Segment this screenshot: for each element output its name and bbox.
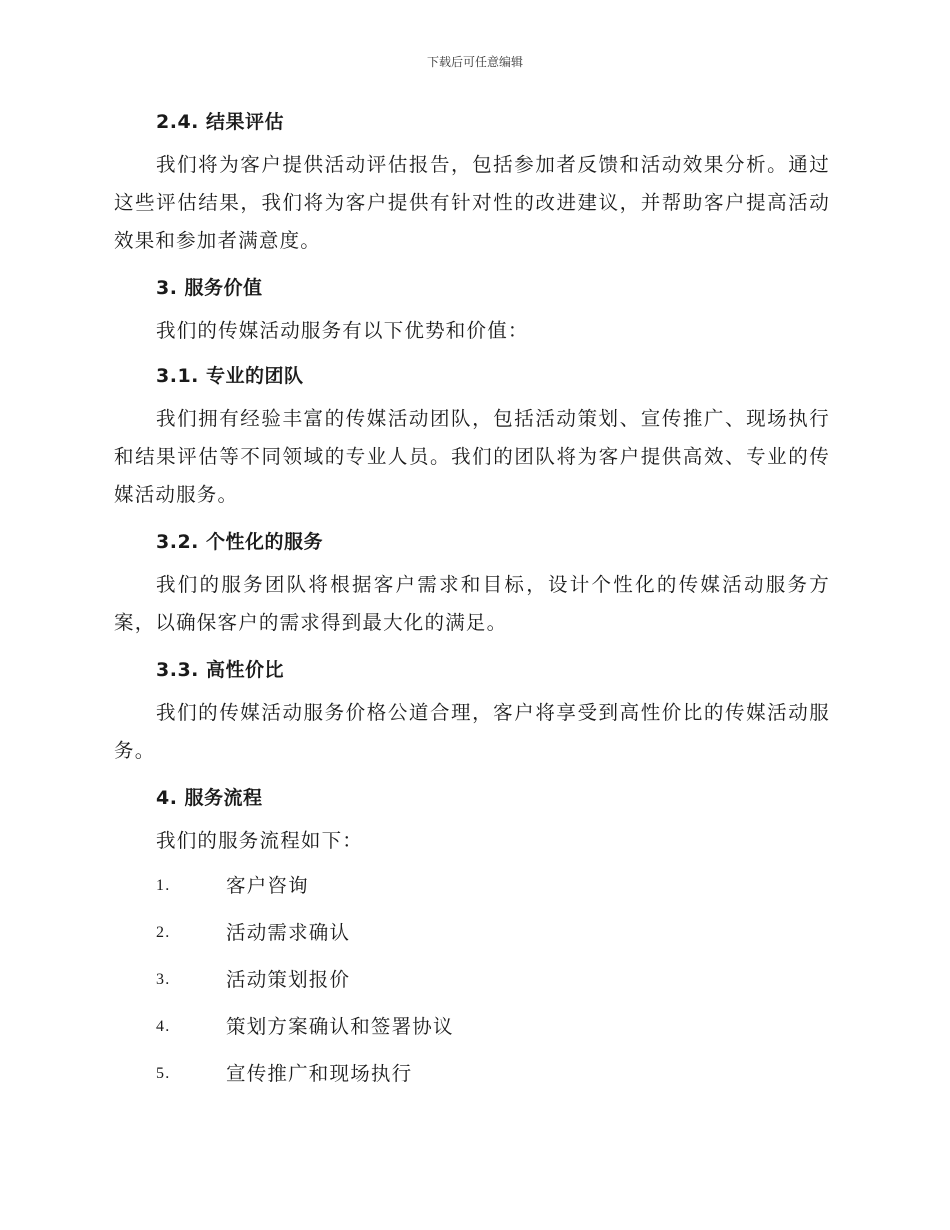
- step-number: 3.: [156, 971, 171, 988]
- paragraph-service-process: 我们的服务流程如下：: [156, 829, 364, 852]
- section-heading-service-value: 3. 服务价值: [156, 277, 263, 299]
- list-item: [114, 868, 830, 915]
- paragraph-professional-team: 我们拥有经验丰富的传媒活动团队，包括活动策划、宣传推广、现场执行和结果评估等不同领域的专业人员。我们的团队将为客户提供高效、专业的传媒活动服务。: [114, 407, 830, 506]
- step-number: 1.: [156, 877, 171, 894]
- paragraph-results-evaluation: 我们将为客户提供活动评估报告，包括参加者反馈和活动效果分析。通过这些评估结果，我们将为客户提供有针对性的改进建议，并帮助客户提高活动效果和参加者满意度。: [114, 153, 830, 252]
- step-text: 活动需求确认: [226, 921, 351, 944]
- step-number: 5.: [156, 1065, 171, 1082]
- document-body: [114, 104, 830, 1103]
- list-item: [114, 1009, 830, 1056]
- step-number: 4.: [156, 1018, 171, 1035]
- section-heading-personalized-service: 3.2. 个性化的服务: [156, 531, 323, 553]
- step-text: 活动策划报价: [226, 968, 351, 991]
- page-header: 下载后可任意编辑: [426, 55, 523, 69]
- paragraph-cost-effective: 我们的传媒活动服务价格公道合理，客户将享受到高性价比的传媒活动服务。: [114, 701, 830, 762]
- list-item: [114, 1056, 830, 1103]
- section-heading-results-evaluation: 2.4. 结果评估: [156, 111, 284, 133]
- paragraph-service-value: 我们的传媒活动服务有以下优势和价值：: [156, 319, 529, 342]
- step-text: 宣传推广和现场执行: [226, 1062, 413, 1085]
- section-heading-cost-effective: 3.3. 高性价比: [156, 659, 284, 681]
- list-item: [114, 915, 830, 962]
- section-heading-professional-team: 3.1. 专业的团队: [156, 365, 304, 387]
- process-steps-list: [114, 868, 830, 1103]
- step-number: 2.: [156, 924, 171, 941]
- paragraph-personalized-service: 我们的服务团队将根据客户需求和目标，设计个性化的传媒活动服务方案，以确保客户的需求得到最大化的满足。: [114, 573, 830, 634]
- step-text: 客户咨询: [226, 874, 309, 897]
- step-text: 策划方案确认和签署协议: [226, 1015, 454, 1038]
- section-heading-service-process: 4. 服务流程: [156, 787, 263, 809]
- list-item: [114, 962, 830, 1009]
